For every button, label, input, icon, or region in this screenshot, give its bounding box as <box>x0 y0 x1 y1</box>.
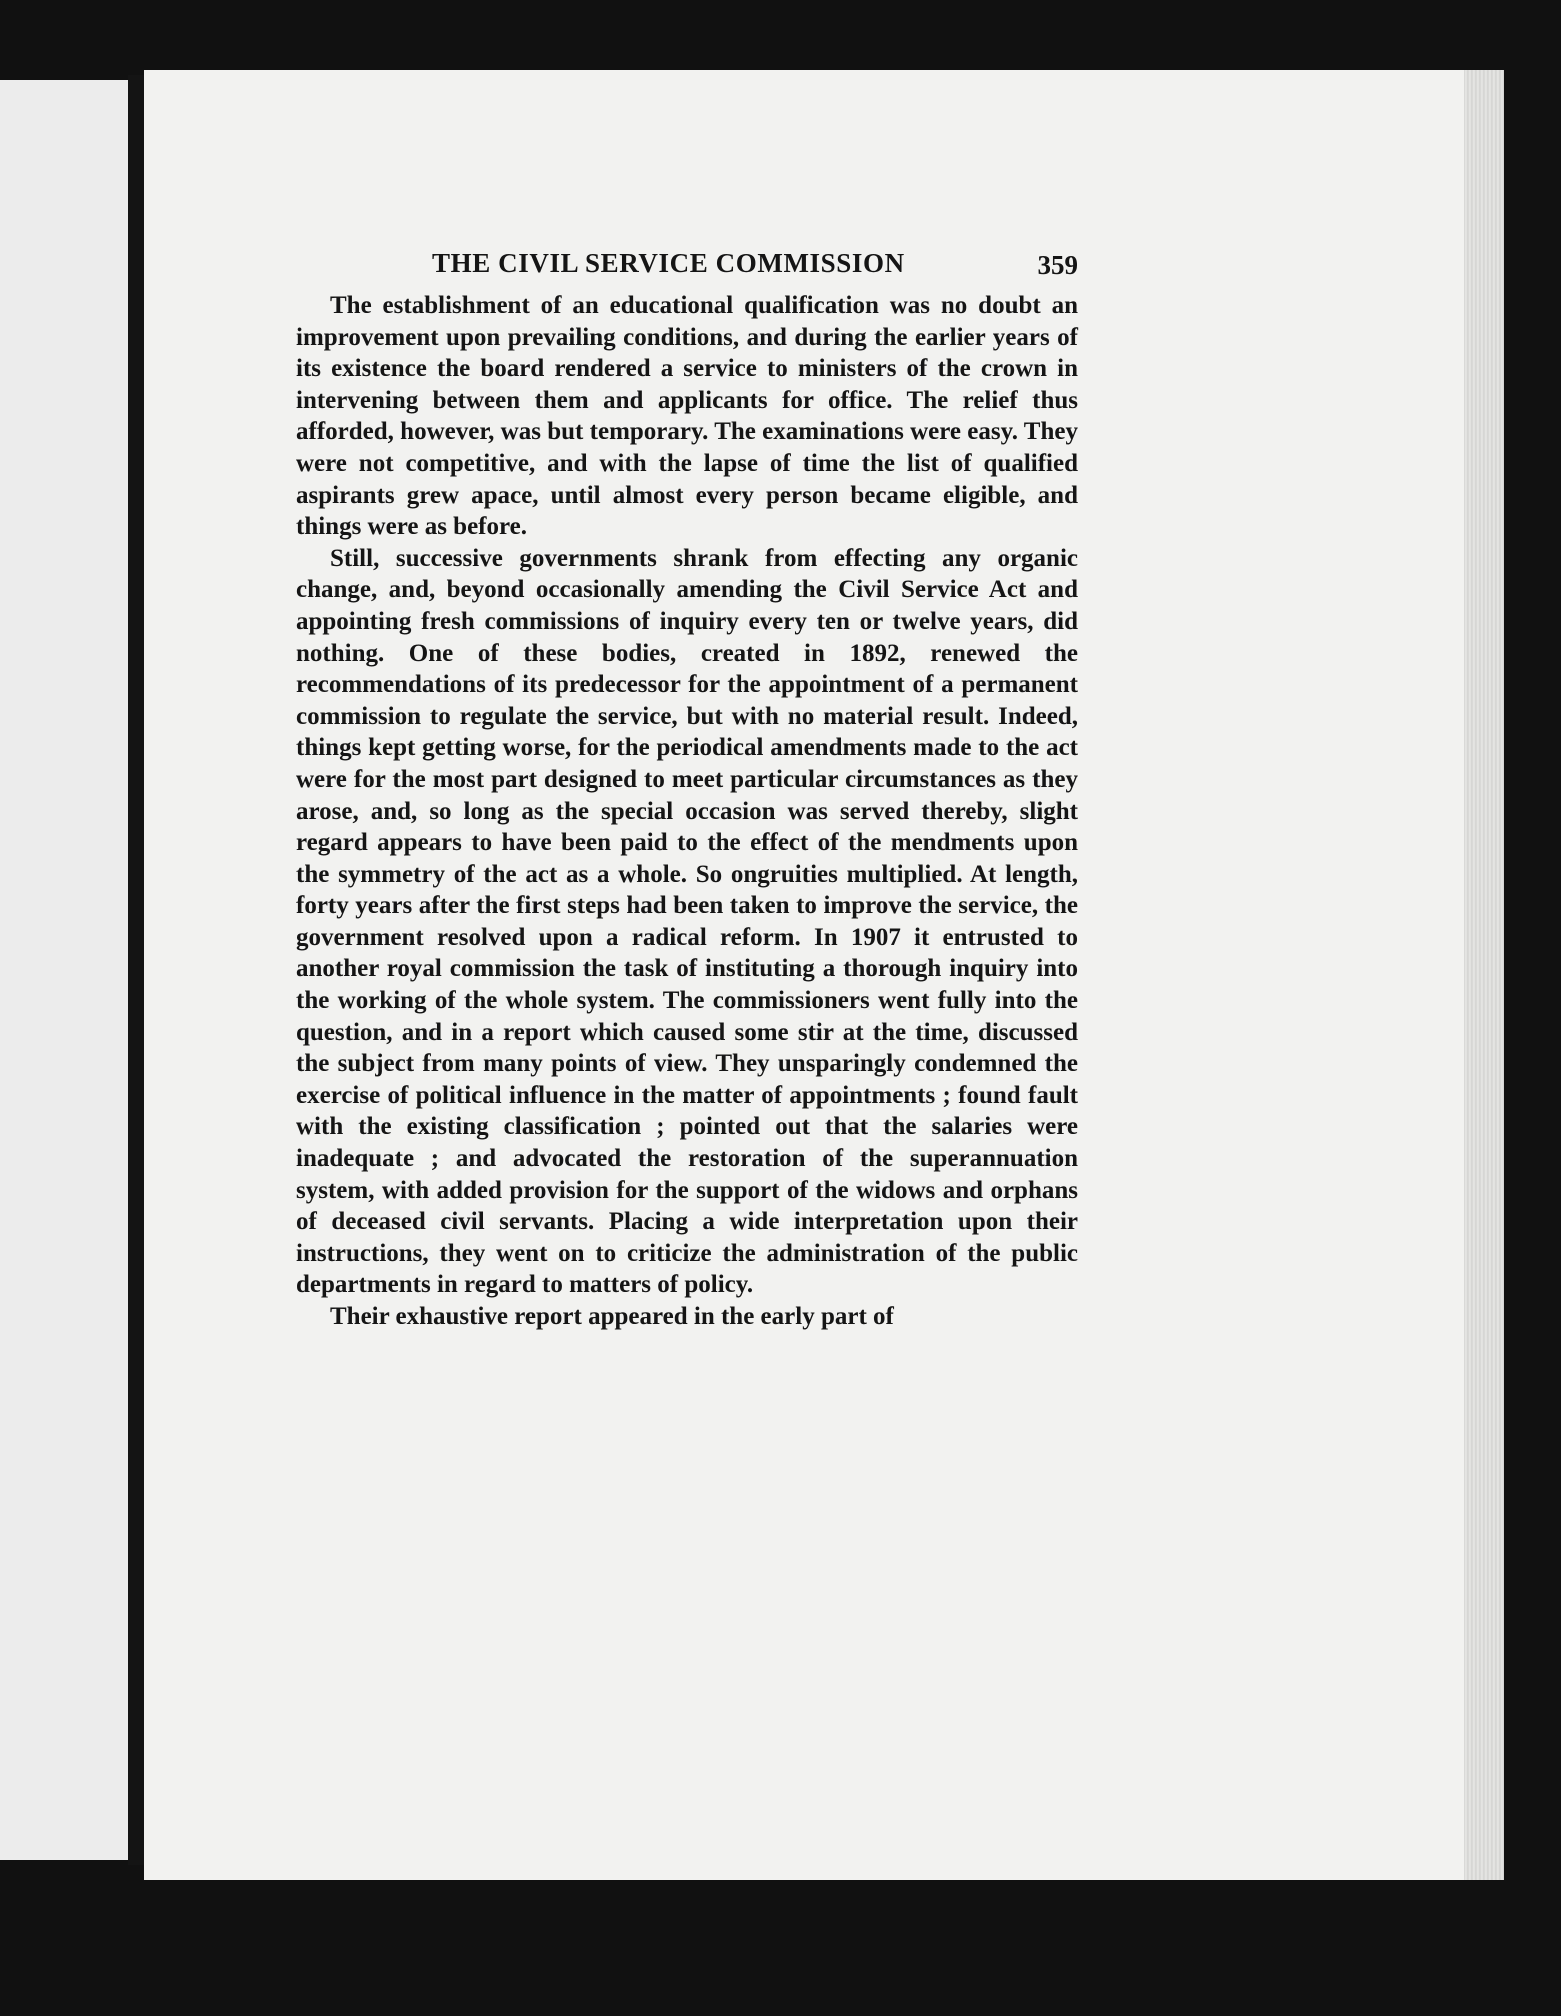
page-number: 359 <box>1037 250 1078 280</box>
page-edge <box>1464 70 1504 1880</box>
text-block <box>296 244 1078 1333</box>
running-head-title: THE CIVIL SERVICE COMMISSION <box>432 248 905 278</box>
book-page <box>144 70 1504 1880</box>
running-head <box>296 244 1078 290</box>
facing-page-strip <box>0 80 128 1860</box>
book-gutter <box>128 75 144 1865</box>
paragraph-1: The establishment of an educational qualification was no doubt an improvement upon prevailing conditions, and during the earlier years of its existence the board rendered a service to ministers of the crown in intervening between them and applicants for office. The relief thus afforded, however, was but temporary. The examinations were easy. They were not competitive, and with the lapse of time the list of qualified aspirants grew apace, until almost every person became eligible, and things were as before. <box>296 292 1078 541</box>
scan-artifact <box>1166 1972 1200 1986</box>
paragraph-2: Still, successive governments shrank from effecting any organic change, and, beyond occasionally amending the Civil Service Act and appointing fresh commissions of inquiry every ten or twelve years, did nothing. One of these bodies, created in 1892, renewed the recommendations of its predecessor for the appointment of a permanent commission to regulate the service, but with no material result. Indeed, things kept getting worse, for the periodical amendments made to the act were for the most part designed to meet particular circumstances as they arose, and, so long as the special occasion was served thereby, slight regard appears to have been paid to the effect of the mendments upon the symmetry of the act as a whole. So ongruities multiplied. At length, forty years after the first steps had been taken to improve the service, the government resolved upon a radical reform. In 1907 it entrusted to another royal commission the task of instituting a thorough inquiry into the working of the whole system. The commissioners went fully into the question, and in a report which caused some stir at the time, discussed the subject from many points of view. They unsparingly condemned the exercise of political influence in the matter of appointments ; found fault with the existing classification ; pointed out that the salaries were inadequate ; and advocated the restoration of the superannuation system, with added provision for the support of the widows and orphans of deceased civil servants. Placing a wide interpretation upon their instructions, they went on to criticize the administration of the public departments in regard to matters of policy. <box>296 544 1078 1299</box>
paragraph-3: Their exhaustive report appeared in the early part of <box>330 1303 894 1330</box>
